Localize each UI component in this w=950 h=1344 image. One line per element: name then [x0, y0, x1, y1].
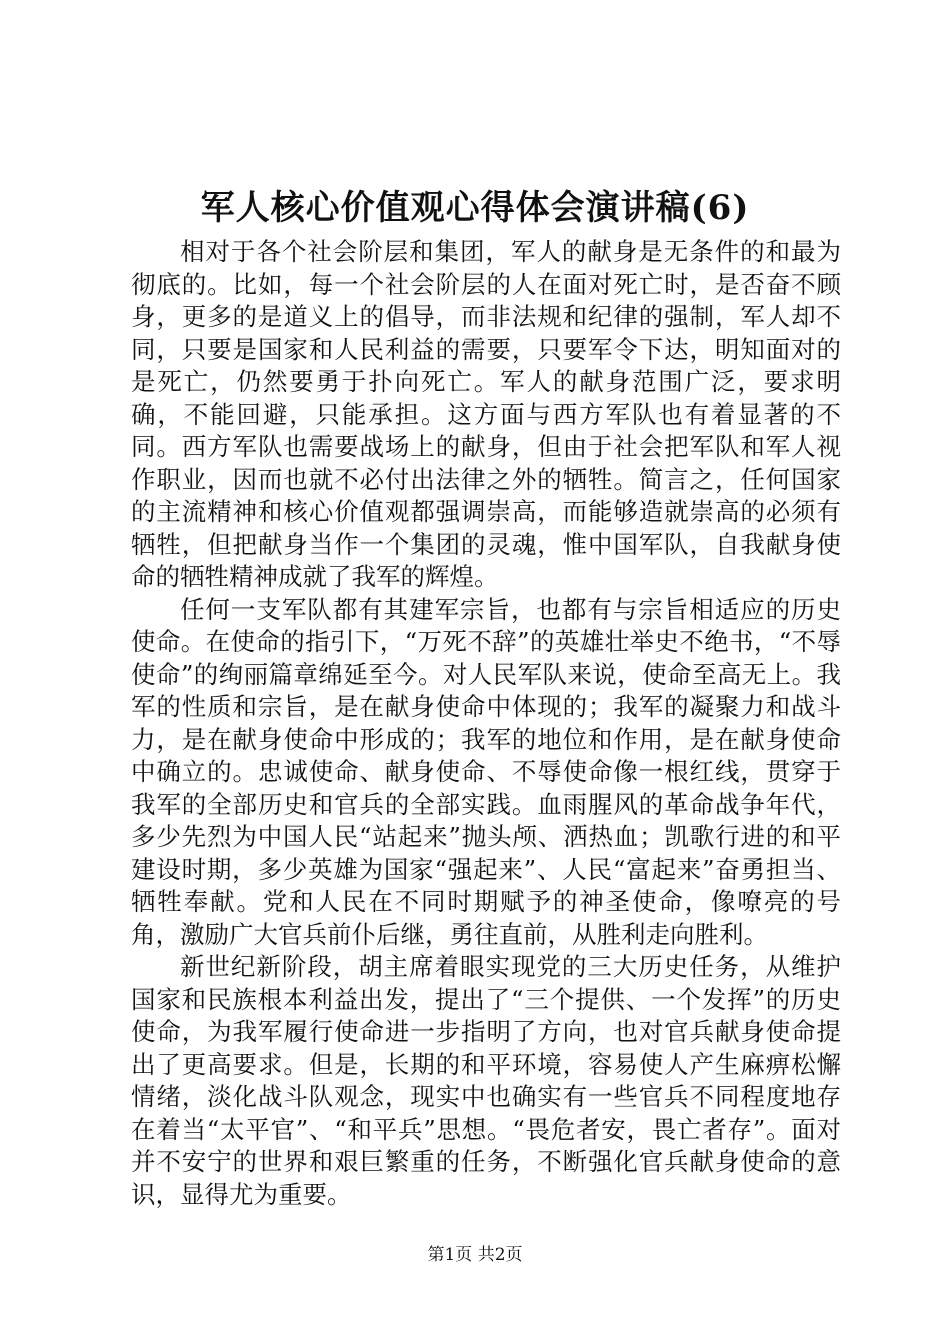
document-title: 军人核心价值观心得体会演讲稿(6) — [200, 188, 750, 228]
paragraph-2: 任何一支军队都有其建军宗旨，也都有与宗旨相适应的历史使命。在使命的指引下，“万死不辞”的英雄壮举史不绝书，“不辱使命”的绚丽篇章绵延至今。对人民军队来说，使命至高无上。我军的性质和宗旨，是在献身使命中体现的；我军的凝聚力和战斗力，是在献身使命中形成的；我军的地位和作用，是在献身使命中确立的。忠诚使命、献身使命、不辱使命像一根红线，贯穿于我军的全部历史和官兵的全部实践。血雨腥风的革命战争年代，多少先烈为中国人民“站起来”抛头颅、洒热血；凯歌行进的和平建设时期，多少英雄为国家“强起来”、人民“富起来”奋勇担当、牺牲奉献。党和人民在不同时期赋予的神圣使命，像嘹亮的号角，激励广大官兵前仆后继，勇往直前，从胜利走向胜利。 — [131, 594, 841, 949]
document-body — [131, 236, 841, 1211]
paragraph-3: 新世纪新阶段，胡主席着眼实现党的三大历史任务，从维护国家和民族根本利益出发，提出了“三个提供、一个发挥”的历史使命，为我军履行使命进一步指明了方向，也对官兵献身使命提出了更高要求。但是，长期的和平环境，容易使人产生麻痹松懈情绪，淡化战斗队观念，现实中也确实有一些官兵不同程度地存在着当“太平官”、“和平兵”思想。“畏危者安，畏亡者存”。面对并不安宁的世界和艰巨繁重的任务，不断强化官兵献身使命的意识，显得尤为重要。 — [131, 952, 841, 1209]
page-footer: 第1页 共2页 — [427, 1245, 523, 1265]
paragraph-1: 相对于各个社会阶层和集团，军人的献身是无条件的和最为彻底的。比如，每一个社会阶层的人在面对死亡时，是否奋不顾身，更多的是道义上的倡导，而非法规和纪律的强制，军人却不同，只要是国家和人民利益的需要，只要军令下达，明知面对的是死亡，仍然要勇于扑向死亡。军人的献身范围广泛，要求明确，不能回避，只能承担。这方面与西方军队也有着显著的不同。西方军队也需要战场上的献身，但由于社会把军队和军人视作职业，因而也就不必付出法律之外的牺牲。简言之，任何国家的主流精神和核心价值观都强调崇高，而能够造就崇高的必须有牺牲，但把献身当作一个集团的灵魂，惟中国军队，自我献身使命的牺牲精神成就了我军的辉煌。 — [131, 237, 841, 591]
